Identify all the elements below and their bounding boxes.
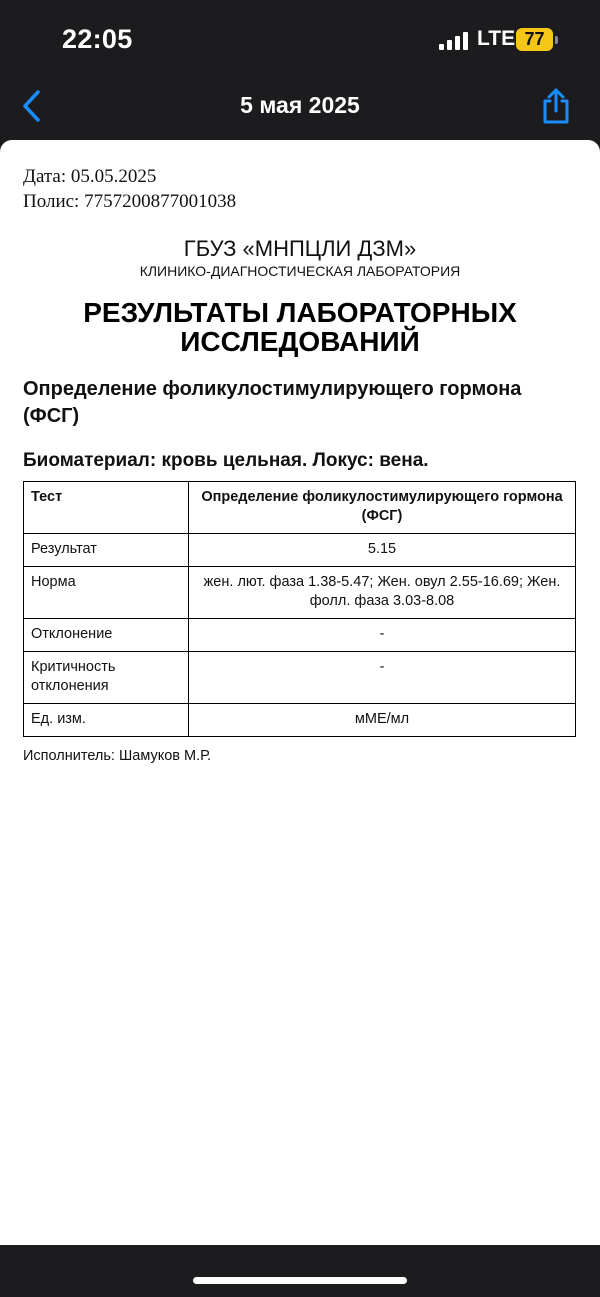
table-row [24, 567, 576, 619]
row-label-norm: Норма [24, 567, 189, 619]
table-row [24, 619, 576, 652]
share-icon [538, 86, 574, 126]
results-table [23, 481, 576, 737]
battery-cap [555, 36, 558, 44]
biomaterial-line: Биоматериал: кровь цельная. Локус: вена. [23, 450, 429, 471]
test-name: Определение фоликулостимулирующего гормона (ФСГ) [23, 378, 522, 427]
row-label-criticality: Критичность отклонения [24, 652, 189, 704]
report-title: РЕЗУЛЬТАТЫ ЛАБОРАТОРНЫХ ИССЛЕДОВАНИЙ [83, 297, 517, 357]
page-title: 5 мая 2025 [240, 92, 360, 118]
table-row [24, 652, 576, 704]
laboratory-name: КЛИНИКО-ДИАГНОСТИЧЕСКАЯ ЛАБОРАТОРИЯ [139, 263, 461, 279]
report-meta [23, 164, 236, 214]
table-row [24, 704, 576, 737]
status-bar [0, 0, 600, 80]
organization-name: ГБУЗ «МНПЦЛИ ДЗМ» [183, 236, 417, 261]
row-label-deviation: Отклонение [24, 619, 189, 652]
report-date: Дата: 05.05.2025 [23, 166, 157, 187]
table-header-value: Определение фоликулостимулирующего гормона (ФСГ) [189, 482, 576, 534]
signal-icon [439, 30, 469, 50]
status-time: 22:05 [62, 24, 133, 54]
table-row [24, 534, 576, 567]
network-type: LTE [477, 27, 516, 50]
row-value-deviation: - [189, 619, 576, 652]
row-label-unit: Ед. изм. [24, 704, 189, 737]
lab-report-document [0, 140, 600, 1245]
table-header-row [24, 482, 576, 534]
row-label-result: Результат [24, 534, 189, 567]
battery-icon: 77 [516, 28, 553, 51]
executor-line: Исполнитель: Шамуков М.Р. [23, 748, 212, 764]
table-header-label: Тест [24, 482, 189, 534]
row-value-unit: мМЕ/мл [189, 704, 576, 737]
row-value-norm: жен. лют. фаза 1.38-5.47; Жен. овул 2.55-16.69; Жен. фолл. фаза 3.03-8.08 [189, 567, 576, 619]
share-button[interactable] [538, 86, 574, 126]
row-value-criticality: - [189, 652, 576, 704]
policy-number: Полис: 7757200877001038 [23, 191, 237, 212]
home-indicator[interactable] [193, 1277, 407, 1284]
row-value-result: 5.15 [189, 534, 576, 567]
